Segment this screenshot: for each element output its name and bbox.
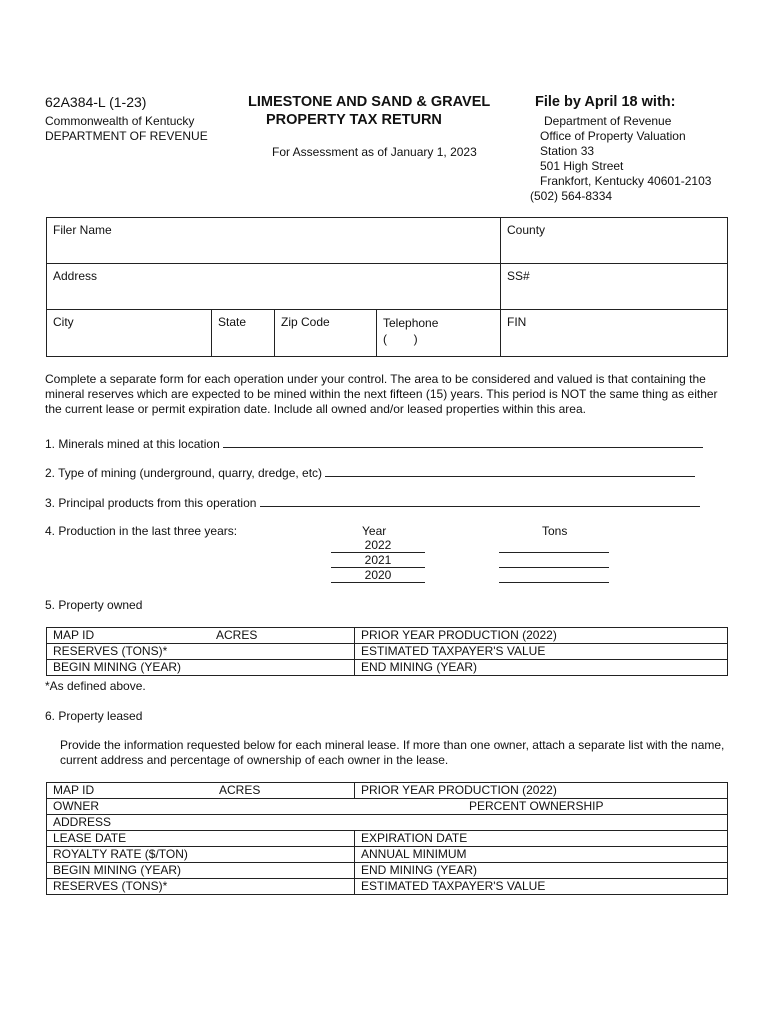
estimated-value-cell[interactable] bbox=[355, 879, 728, 895]
owner-cell[interactable] bbox=[47, 799, 728, 815]
acres-label: ACRES bbox=[219, 783, 261, 797]
filer-name-field[interactable] bbox=[47, 218, 501, 264]
form-title-line2: PROPERTY TAX RETURN bbox=[266, 112, 442, 128]
map-id-label: MAP ID bbox=[53, 628, 95, 642]
form-title-line1: LIMESTONE AND SAND & GRAVEL bbox=[248, 94, 491, 110]
expiration-date-label: EXPIRATION DATE bbox=[361, 831, 468, 845]
reserves-cell[interactable] bbox=[47, 879, 355, 895]
dor-address-line: 501 High Street bbox=[540, 159, 624, 173]
begin-mining-cell[interactable] bbox=[47, 660, 355, 676]
dor-address-line: Frankfort, Kentucky 40601-2103 bbox=[540, 174, 712, 188]
prior-production-cell[interactable] bbox=[355, 628, 728, 644]
assessment-date: For Assessment as of January 1, 2023 bbox=[272, 145, 477, 159]
county-field[interactable] bbox=[501, 218, 727, 264]
prior-production-label: PRIOR YEAR PRODUCTION (2022) bbox=[361, 783, 557, 797]
owner-label: OWNER bbox=[53, 799, 99, 813]
telephone-area-code: ( ) bbox=[383, 332, 418, 346]
annual-minimum-label: ANNUAL MINIMUM bbox=[361, 847, 467, 861]
minerals-mined-input[interactable] bbox=[223, 435, 703, 448]
form-number: 62A384-L (1-23) bbox=[45, 94, 147, 110]
dor-phone: (502) 564-8334 bbox=[530, 189, 613, 203]
reserves-cell[interactable] bbox=[47, 644, 355, 660]
question-6-label: 6. Property leased bbox=[45, 709, 143, 723]
dor-address-line: Station 33 bbox=[540, 144, 595, 158]
acres-label: ACRES bbox=[216, 628, 258, 642]
filer-name-label: Filer Name bbox=[53, 223, 112, 237]
city-field[interactable] bbox=[47, 310, 212, 356]
tons-input[interactable] bbox=[499, 568, 609, 583]
property-owned-table bbox=[46, 627, 728, 676]
fin-label: FIN bbox=[507, 315, 527, 329]
filer-info-grid bbox=[46, 217, 728, 357]
as-defined-note: *As defined above. bbox=[45, 679, 146, 693]
percent-ownership-label: PERCENT OWNERSHIP bbox=[469, 799, 604, 813]
agency-line1: Commonwealth of Kentucky bbox=[45, 114, 195, 128]
end-mining-cell[interactable] bbox=[355, 660, 728, 676]
end-mining-cell[interactable] bbox=[355, 863, 728, 879]
expiration-date-cell[interactable] bbox=[355, 831, 728, 847]
lease-date-cell[interactable] bbox=[47, 831, 355, 847]
ssn-label: SS# bbox=[507, 269, 530, 283]
estimated-value-cell[interactable] bbox=[355, 644, 728, 660]
dor-address-line: Office of Property Valuation bbox=[540, 129, 686, 143]
prior-production-label: PRIOR YEAR PRODUCTION (2022) bbox=[361, 628, 557, 642]
agency-line2: DEPARTMENT OF REVENUE bbox=[45, 129, 208, 143]
question-5-label: 5. Property owned bbox=[45, 598, 143, 612]
address-field[interactable] bbox=[47, 264, 501, 310]
year-column-header: Year bbox=[362, 524, 387, 538]
state-field[interactable] bbox=[212, 310, 275, 356]
instructions-paragraph: Complete a separate form for each operation under your control. The area to be considered and valued is that containing the mineral reserves which are expected to be mined within the next fifteen (15) years. This period is NOT the same thing as either the current lease or permit expiration date. Include all owned and/or leased properties within this area. bbox=[45, 372, 718, 416]
question-3-label: 3. Principal products from this operation bbox=[45, 496, 257, 510]
mining-type-input[interactable] bbox=[325, 464, 695, 477]
begin-mining-label: BEGIN MINING (YEAR) bbox=[53, 863, 182, 877]
begin-mining-cell[interactable] bbox=[47, 863, 355, 879]
end-mining-label: END MINING (YEAR) bbox=[361, 660, 478, 674]
zip-label: Zip Code bbox=[281, 315, 330, 329]
map-id-label: MAP ID bbox=[53, 783, 95, 797]
lessor-address-label: ADDRESS bbox=[53, 815, 112, 829]
ssn-field[interactable] bbox=[501, 264, 727, 310]
royalty-rate-label: ROYALTY RATE ($/TON) bbox=[53, 847, 188, 861]
map-id-cell[interactable] bbox=[47, 783, 355, 799]
begin-mining-label: BEGIN MINING (YEAR) bbox=[53, 660, 182, 674]
tons-input[interactable] bbox=[499, 553, 609, 568]
question-4-label: 4. Production in the last three years: bbox=[45, 524, 238, 538]
tons-column-header: Tons bbox=[542, 524, 568, 538]
state-label: State bbox=[218, 315, 247, 329]
property-leased-table bbox=[46, 782, 728, 895]
zip-field[interactable] bbox=[275, 310, 377, 356]
production-year: 2021 bbox=[331, 553, 425, 568]
county-label: County bbox=[507, 223, 546, 237]
question-3 bbox=[45, 494, 700, 510]
prior-production-cell[interactable] bbox=[355, 783, 728, 799]
file-by-heading: File by April 18 with: bbox=[535, 94, 676, 110]
production-year: 2020 bbox=[331, 568, 425, 583]
tons-input[interactable] bbox=[499, 538, 609, 553]
question-1-label: 1. Minerals mined at this location bbox=[45, 437, 220, 451]
dor-address-line: Department of Revenue bbox=[544, 114, 672, 128]
telephone-label: Telephone bbox=[383, 316, 439, 330]
question-2-label: 2. Type of mining (underground, quarry, dredge, etc) bbox=[45, 466, 323, 480]
principal-products-input[interactable] bbox=[260, 494, 700, 507]
question-2 bbox=[45, 464, 695, 480]
reserves-label: RESERVES (TONS)* bbox=[53, 879, 168, 893]
estimated-value-label: ESTIMATED TAXPAYER'S VALUE bbox=[361, 879, 546, 893]
telephone-field[interactable] bbox=[377, 310, 501, 356]
address-label: Address bbox=[53, 269, 98, 283]
end-mining-label: END MINING (YEAR) bbox=[361, 863, 478, 877]
lease-instructions: Provide the information requested below for each mineral lease. If more than one owner, attach a separate list with the name, current address and percentage of ownership of each owner in the lease. bbox=[60, 738, 725, 767]
reserves-label: RESERVES (TONS)* bbox=[53, 644, 168, 658]
annual-minimum-cell[interactable] bbox=[355, 847, 728, 863]
lease-date-label: LEASE DATE bbox=[53, 831, 127, 845]
question-1 bbox=[45, 435, 703, 451]
royalty-rate-cell[interactable] bbox=[47, 847, 355, 863]
city-label: City bbox=[53, 315, 74, 329]
estimated-value-label: ESTIMATED TAXPAYER'S VALUE bbox=[361, 644, 546, 658]
fin-field[interactable] bbox=[501, 310, 727, 356]
production-year: 2022 bbox=[331, 538, 425, 553]
lessor-address-cell[interactable] bbox=[47, 815, 728, 831]
map-id-cell[interactable] bbox=[47, 628, 355, 644]
